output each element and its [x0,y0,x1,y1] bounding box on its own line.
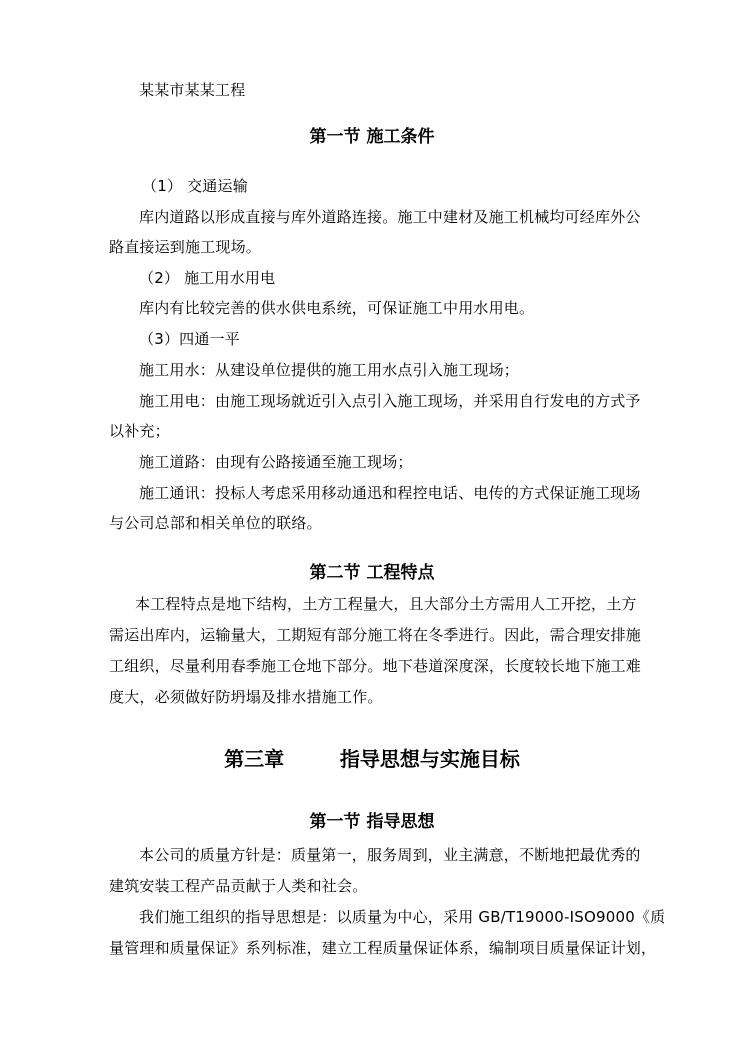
paragraph-line: 量管理和质量保证》系列标准，建立工程质量保证体系，编制项目质量保证计划， [109,939,657,957]
paragraph-line: 建筑安装工程产品贡献于人类和社会。 [109,877,368,895]
item-heading-four-connections: （3）四通一平 [139,330,240,348]
paragraph-line: 以补充； [109,422,170,440]
item-heading-transport: （1） 交通运输 [142,177,248,195]
paragraph-line: 施工通讯：投标人考虑采用移动通迅和程控电话、电传的方式保证施工现场 [139,484,641,502]
paragraph-line: 需运出库内，运输量大，工期短有部分施工将在冬季进行。因此，需合理安排施 [109,626,642,644]
paragraph-line: 本公司的质量方针是：质量第一，服务周到，业主满意，不断地把最优秀的 [139,846,641,864]
paragraph-line: 我们施工组织的指导思想是：以质量为中心，采用 GB/T19000-ISO9000《质 [139,908,666,926]
paragraph-line: 路直接运到施工现场。 [109,238,262,256]
section-title-construction-conditions: 第一节 施工条件 [309,127,435,147]
paragraph-line: 库内有比较完善的供水供电系统，可保证施工中用水用电。 [139,299,535,317]
paragraph-line: 工组织，尽量利用春季施工仓地下部分。地下巷道深度深，长度较长地下施工难 [109,657,642,675]
paragraph-line: 施工道路：由现有公路接通至施工现场； [139,453,413,471]
paragraph-line: 与公司总部和相关单位的联络。 [109,514,322,532]
section-title-project-features: 第二节 工程特点 [309,563,435,583]
section-title-guiding-ideology: 第一节 指导思想 [309,812,435,832]
paragraph-line: 库内道路以形成直接与库外道路连接。施工中建材及施工机械均可经库外公 [139,208,641,226]
paragraph-line: 度大，必须做好防坍塌及排水措施工作。 [109,688,383,706]
item-heading-water-power: （2） 施工用水用电 [139,269,276,287]
paragraph-line: 施工用电：由施工现场就近引入点引入施工现场，并采用自行发电的方式予 [139,392,641,410]
project-name: 某某市某某工程 [139,81,246,99]
paragraph-line: 本工程特点是地下结构，土方工程量大，且大部分土方需用人工开挖，土方 [135,595,637,613]
paragraph-line: 施工用水：从建设单位提供的施工用水点引入施工现场； [139,361,520,379]
chapter-title: 第三章 指导思想与实施目标 [224,747,520,771]
